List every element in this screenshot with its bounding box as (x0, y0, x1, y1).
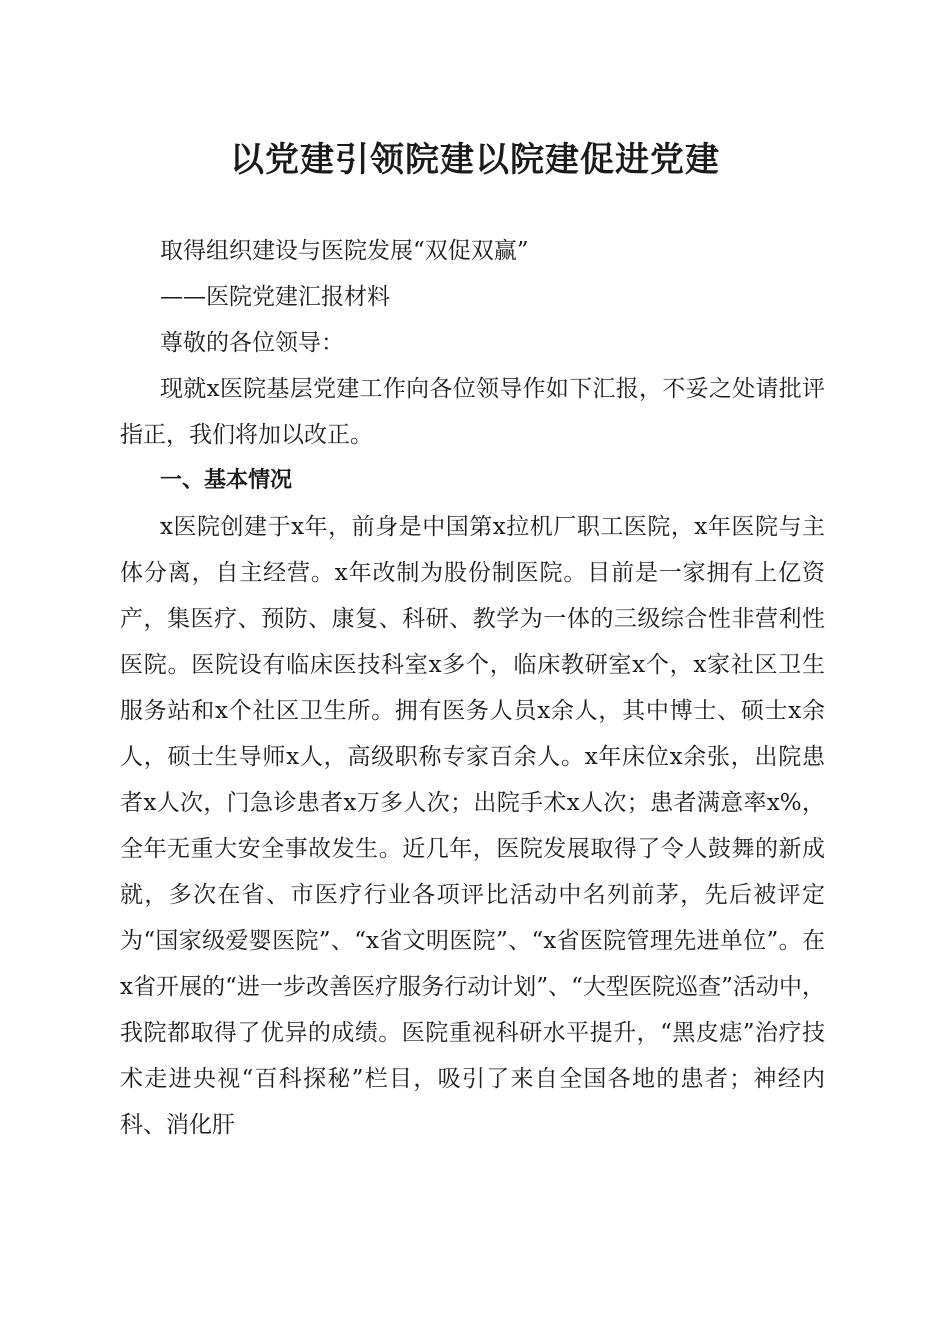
document-subtitle: 取得组织建设与医院发展“双促双赢” (160, 238, 529, 264)
section-body-paragraph: x医院创建于x年，前身是中国第x拉机厂职工医院，x年医院与主体分离，自主经营。x年改制为股份制医院。目前是一家拥有上亿资产，集医疗、预防、康复、科研、教学为一体的三级综合性非营利性医院。医院设有临床医技科室x多个，临床教研室x个，x家社区卫生服务站和x个社区卫生所。拥有医务人员x余人，其中博士、硕士x余人，硕士生导师x人，高级职称专家百余人。x年床位x余张，出院患者x人次，门急诊患者x万多人次；出院手术x人次；患者满意率x%，全年无重大安全事故发生。近几年，医院发展取得了令人鼓舞的新成就，多次在省、市医疗行业各项评比活动中名列前茅，先后被评定为“国家级爱婴医院”、“x省文明医院”、“x省医院管理先进单位”。在x省开展的“进一步改善医疗服务行动计划”、“大型医院巡查”活动中，我院都取得了优异的成绩。医院重视科研水平提升，“黑皮痣”治疗技术走进央视“百科探秘”栏目，吸引了来自全国各地的患者；神经内科、消化肝 (120, 514, 825, 1138)
document-title: 以党建引领院建以院建促进党建 (230, 140, 720, 180)
intro-paragraph: 现就x医院基层党建工作向各位领导作如下汇报，不妥之处请批评指正，我们将加以改正。 (120, 376, 825, 448)
document-byline: ——医院党建汇报材料 (160, 284, 390, 310)
section-heading: 一、基本情况 (160, 468, 293, 493)
salutation: 尊敬的各位领导： (160, 330, 344, 356)
document-body (120, 228, 825, 1148)
